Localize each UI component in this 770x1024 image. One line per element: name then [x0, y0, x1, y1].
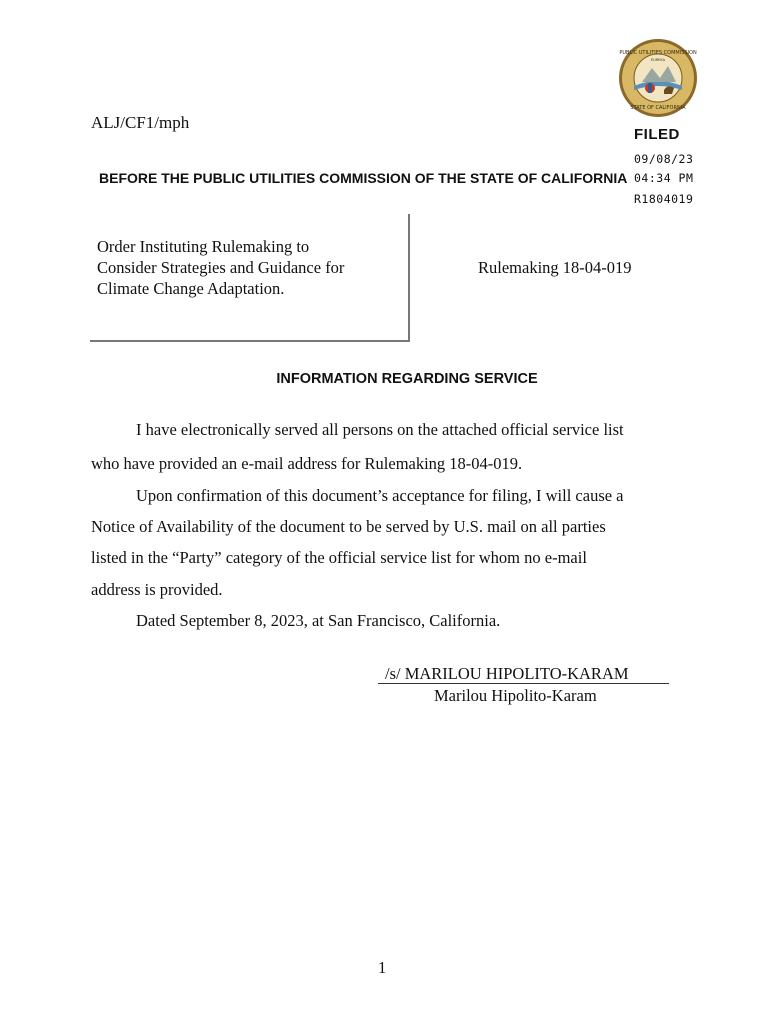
body-text-line: I have electronically served all persons on the attached official service list — [136, 420, 624, 439]
proceeding-number: Rulemaking 18-04-019 — [478, 258, 632, 277]
seal-text-top: PUBLIC UTILITIES COMMISSION — [619, 50, 697, 56]
section-title: INFORMATION REGARDING SERVICE — [276, 371, 538, 387]
body-text-line: address is provided. — [91, 580, 223, 599]
signer-name: Marilou Hipolito-Karam — [434, 686, 597, 705]
dated-line: Dated September 8, 2023, at San Francisco, California. — [136, 611, 501, 630]
caption-line: Order Instituting Rulemaking to — [97, 237, 310, 256]
seal-motto: EUREKA — [650, 58, 666, 62]
seal-text-bottom: STATE OF CALIFORNIA — [630, 105, 686, 111]
caption-line: Climate Change Adaptation. — [97, 279, 285, 298]
page-number: 1 — [378, 958, 387, 977]
court-heading: BEFORE THE PUBLIC UTILITIES COMMISSION OF THE STATE OF CALIFORNIA — [99, 170, 628, 186]
body-text-line: listed in the “Party” category of the official service list for whom no e-mail — [91, 548, 587, 567]
filed-stamp-docket: R1804019 — [634, 192, 694, 206]
signature-rule — [378, 683, 669, 684]
body-text-line: who have provided an e-mail address for Rulemaking 18-04-019. — [91, 454, 523, 473]
signature-line: /s/ MARILOU HIPOLITO-KARAM — [385, 664, 629, 683]
body-text-line: Upon confirmation of this document’s acceptance for filing, I will cause a — [136, 486, 624, 505]
filed-stamp-label: FILED — [634, 126, 680, 143]
caption-title — [97, 236, 397, 299]
file-code: ALJ/CF1/mph — [91, 113, 190, 132]
caption-line: Consider Strategies and Guidance for — [97, 258, 345, 277]
cpuc-seal-icon — [618, 38, 698, 118]
filed-stamp-date: 09/08/23 — [634, 152, 694, 166]
filed-stamp-time: 04:34 PM — [634, 171, 694, 185]
body-text-line: Notice of Availability of the document to be served by U.S. mail on all parties — [91, 517, 606, 536]
